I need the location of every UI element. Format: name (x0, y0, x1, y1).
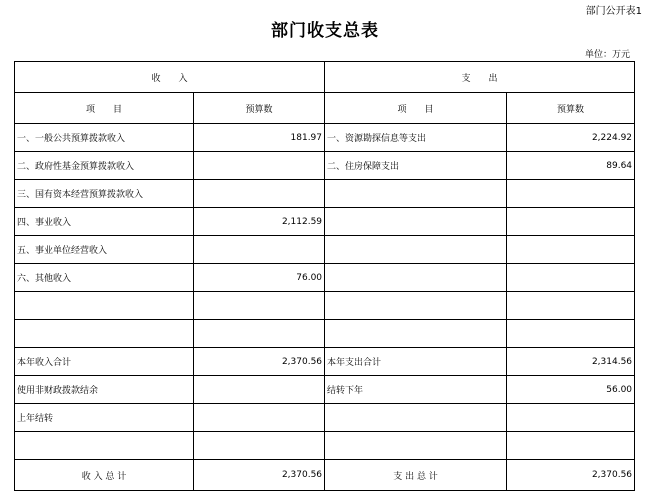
income-item-cell: 一、一般公共预算拨款收入 (15, 124, 194, 152)
income-amount-cell: 181.97 (194, 124, 325, 152)
expense-amount-cell (507, 292, 635, 320)
income-item-cell: 四、事业收入 (15, 208, 194, 236)
expense-section-header: 支 出 (325, 62, 635, 93)
column-header-row (15, 93, 635, 124)
income-amount-cell (194, 320, 325, 348)
expense-amount-header: 预算数 (507, 93, 635, 124)
income-item-cell: 上年结转 (15, 404, 194, 432)
expense-amount-cell (507, 404, 635, 432)
expense-amount-cell: 56.00 (507, 376, 635, 404)
table-row (15, 320, 635, 348)
expense-item-cell (325, 432, 507, 460)
table-row (15, 208, 635, 236)
table-row (15, 432, 635, 460)
section-header-row (15, 62, 635, 93)
expense-item-cell (325, 180, 507, 208)
income-item-cell: 二、政府性基金预算拨款收入 (15, 152, 194, 180)
expense-item-cell (325, 292, 507, 320)
total-row (15, 460, 635, 491)
budget-table-body (15, 62, 635, 124)
budget-data-rows (15, 124, 635, 460)
income-amount-cell (194, 180, 325, 208)
budget-total (15, 460, 635, 491)
income-section-header: 收 入 (15, 62, 325, 93)
income-amount-cell (194, 432, 325, 460)
expense-item-cell: 二、住房保障支出 (325, 152, 507, 180)
expense-amount-cell (507, 320, 635, 348)
expense-amount-cell (507, 180, 635, 208)
expense-amount-cell (507, 432, 635, 460)
income-amount-cell: 76.00 (194, 264, 325, 292)
expense-item-cell (325, 208, 507, 236)
income-item-cell: 五、事业单位经营收入 (15, 236, 194, 264)
expense-amount-cell: 89.64 (507, 152, 635, 180)
income-item-cell: 六、其他收入 (15, 264, 194, 292)
income-total-label: 收 入 总 计 (15, 460, 194, 491)
income-item-cell: 三、国有资本经营预算拨款收入 (15, 180, 194, 208)
table-row (15, 404, 635, 432)
table-row (15, 124, 635, 152)
income-item-cell: 本年收入合计 (15, 348, 194, 376)
income-item-cell (15, 292, 194, 320)
table-row (15, 152, 635, 180)
income-amount-cell: 2,112.59 (194, 208, 325, 236)
expense-amount-cell (507, 208, 635, 236)
table-row (15, 180, 635, 208)
income-amount-cell (194, 404, 325, 432)
expense-total-amount: 2,370.56 (507, 460, 635, 491)
expense-item-cell: 结转下年 (325, 376, 507, 404)
budget-table (14, 61, 635, 491)
income-item-header: 项 目 (15, 93, 194, 124)
income-amount-cell (194, 152, 325, 180)
expense-total-label: 支 出 总 计 (325, 460, 507, 491)
income-total-amount: 2,370.56 (194, 460, 325, 491)
expense-amount-cell: 2,224.92 (507, 124, 635, 152)
income-item-cell (15, 432, 194, 460)
expense-amount-cell (507, 264, 635, 292)
expense-item-cell (325, 320, 507, 348)
income-item-cell: 使用非财政拨款结余 (15, 376, 194, 404)
expense-item-cell: 一、资源勘探信息等支出 (325, 124, 507, 152)
expense-item-cell (325, 236, 507, 264)
expense-amount-cell: 2,314.56 (507, 348, 635, 376)
page-title: 部门收支总表 (271, 21, 379, 41)
table-row (15, 264, 635, 292)
income-amount-cell (194, 292, 325, 320)
table-row (15, 292, 635, 320)
expense-item-cell: 本年支出合计 (325, 348, 507, 376)
income-amount-cell (194, 376, 325, 404)
income-amount-cell: 2,370.56 (194, 348, 325, 376)
table-row (15, 236, 635, 264)
unit-label: 单位：万元 (584, 50, 630, 60)
expense-item-header: 项 目 (325, 93, 507, 124)
income-amount-header: 预算数 (194, 93, 325, 124)
expense-item-cell (325, 264, 507, 292)
form-code: 部门公开表1 (585, 6, 642, 17)
table-row (15, 376, 635, 404)
expense-amount-cell (507, 236, 635, 264)
income-item-cell (15, 320, 194, 348)
expense-item-cell (325, 404, 507, 432)
table-row (15, 348, 635, 376)
income-amount-cell (194, 236, 325, 264)
